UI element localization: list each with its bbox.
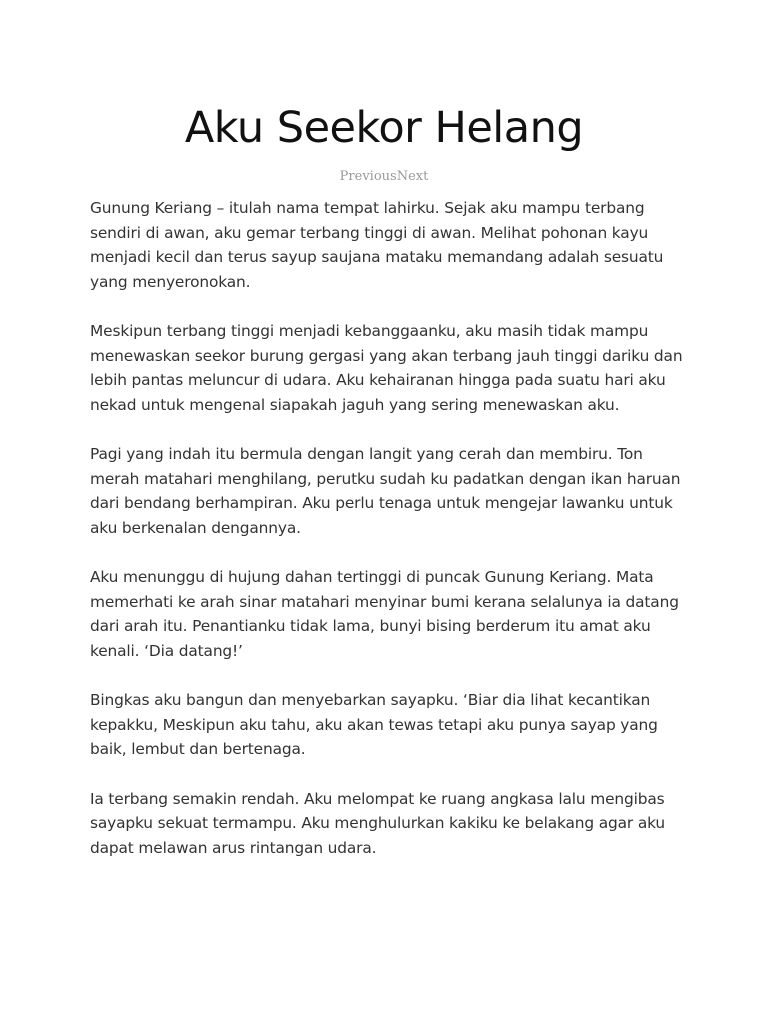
next-link[interactable]: Next <box>396 169 429 184</box>
paragraph-1: Gunung Keriang – itulah nama tempat lahirku. Sejak aku mampu terbang sendiri di awan, aku gemar terbang tinggi di awan. Melihat pohonan kayu menjadi kecil dan terus sayup saujana mataku memandang adalah sesuatu yang menyeronokan. <box>90 199 664 291</box>
paragraph-2: Meskipun terbang tinggi menjadi kebanggaanku, aku masih tidak mampu menewaskan seekor burung gergasi yang akan terbang jauh tinggi dariku dan lebih pantas meluncur di udara. Aku kehairanan hingga pada suatu hari aku nekad untuk mengenal siapakah jaguh yang sering menewaskan aku. <box>90 322 683 414</box>
paragraph-4: Aku menunggu di hujung dahan tertinggi di puncak Gunung Keriang. Mata memerhati ke arah sinar matahari menyinar bumi kerana selalunya ia datang dari arah itu. Penantianku tidak lama, bunyi bising berderum itu amat aku kenali. ‘Dia datang!’ <box>90 568 679 660</box>
paragraph-6: Ia terbang semakin rendah. Aku melompat ke ruang angkasa lalu mengibas sayapku sekuat termampu. Aku menghulurkan kakiku ke belakang agar aku dapat melawan arus rintangan udara. <box>90 789 665 857</box>
paragraph-3: Pagi yang indah itu bermula dengan langit yang cerah dan membiru. Ton merah matahari menghilang, perutku sudah ku padatkan dengan ikan haruan dari bendang berhampiran. Aku perlu tenaga untuk mengejar lawanku untuk aku berkenalan dengannya. <box>90 445 681 537</box>
page-title: Aku Seekor Helang <box>184 103 584 153</box>
article-body <box>90 196 686 885</box>
previous-link[interactable]: Previous <box>339 169 397 184</box>
paragraph-5: Bingkas aku bangun dan menyebarkan sayapku. ‘Biar dia lihat kecantikan kepakku, Meskipun aku tahu, aku akan tewas tetapi aku punya sayap yang baik, lembut dan bertenaga. <box>90 691 658 758</box>
page-navigation <box>0 168 768 186</box>
